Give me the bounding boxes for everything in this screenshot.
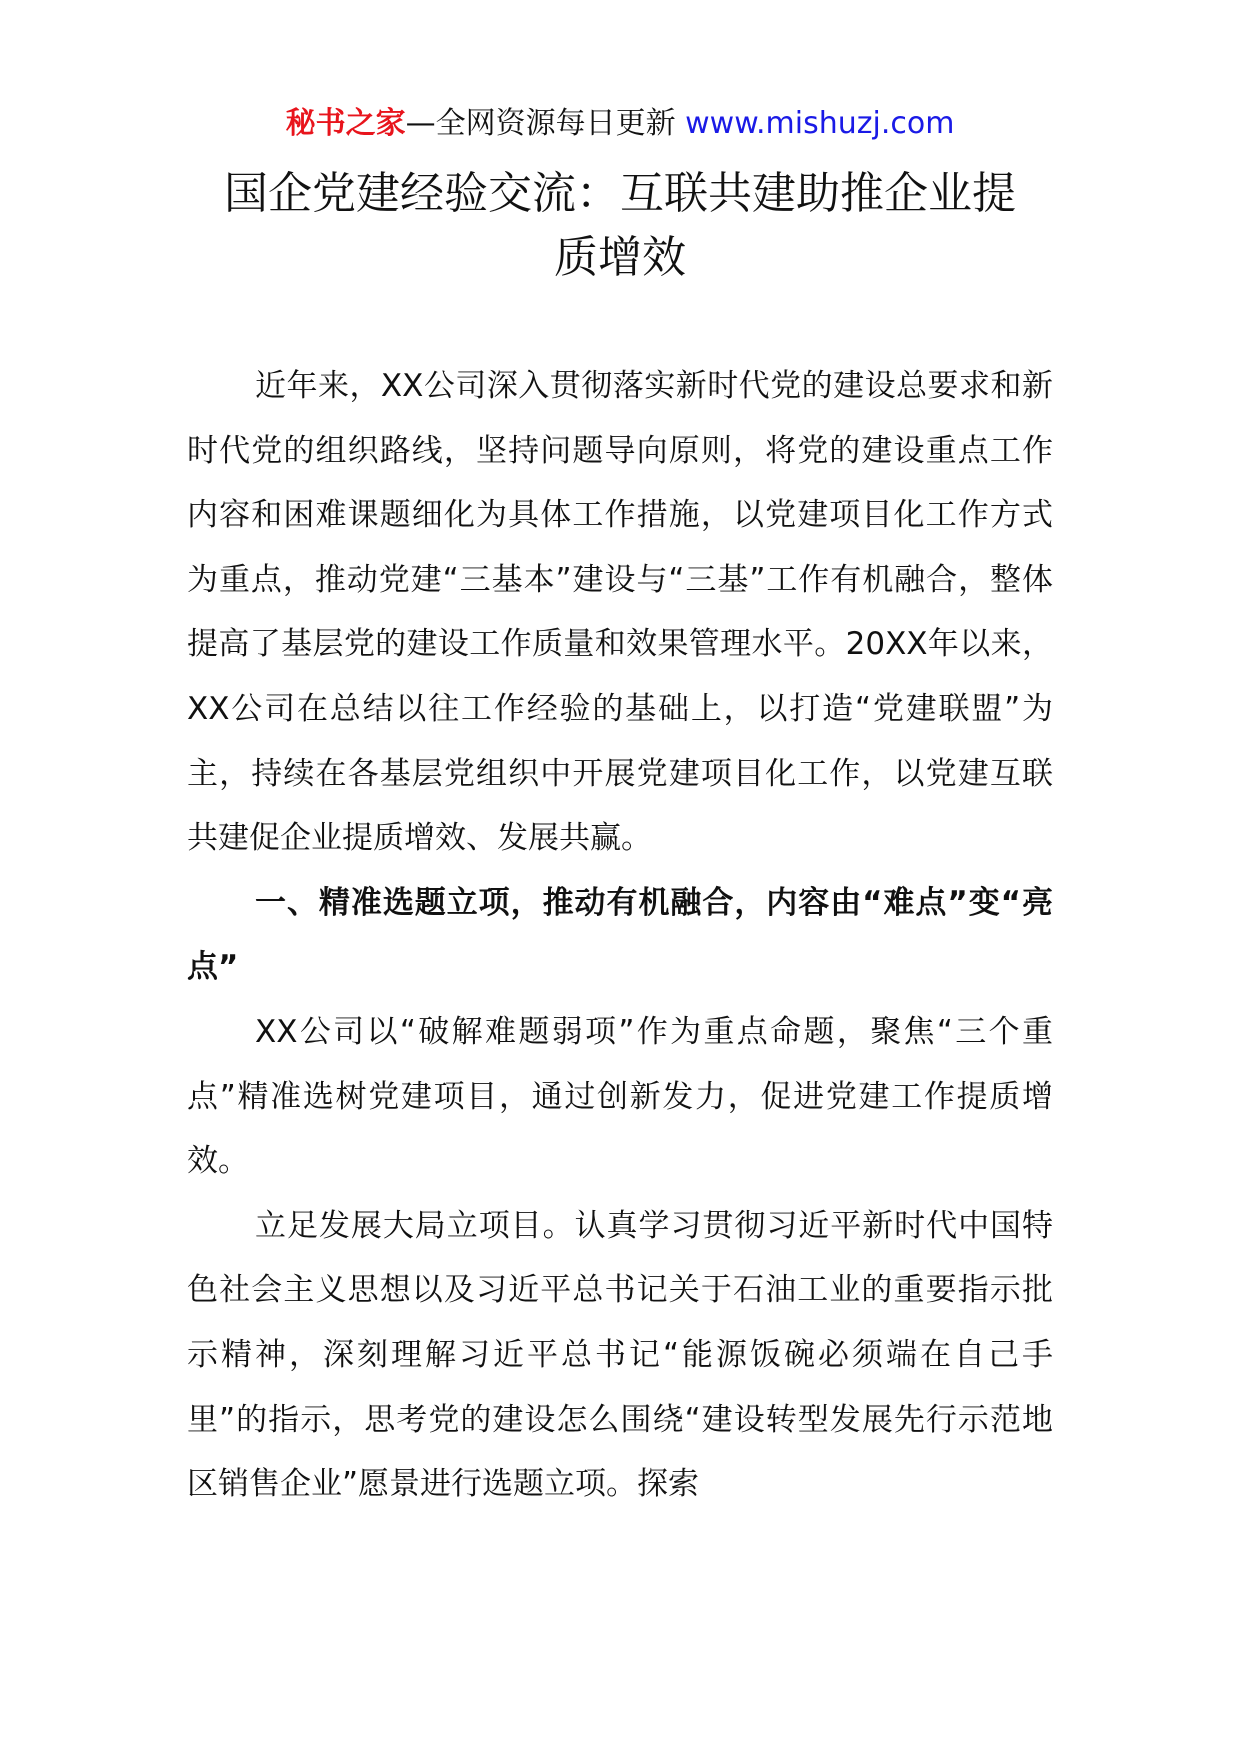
title-line-2: 质增效 — [554, 232, 686, 283]
site-header — [0, 96, 1240, 152]
document-title — [0, 162, 1240, 290]
title-line-1: 国企党建经验交流：互联共建助推企业提 — [224, 168, 1016, 219]
paragraph-section-1: XX公司以“破解难题弱项”作为重点命题，聚焦“三个重点”精准选树党建项目，通过创新发力，促进党建工作提质增效。 — [187, 1013, 1053, 1180]
paragraph-intro: 近年来，XX公司深入贯彻落实新时代党的建设总要求和新时代党的组织路线，坚持问题导向原则，将党的建设重点工作内容和困难课题细化为具体工作措施，以党建项目化工作方式为重点，推动党建“三基本”建设与“三基”工作有机融合，整体提高了基层党的建设工作质量和效果管理水平。20XX年以来，XX公司在总结以往工作经验的基础上，以打造“党建联盟”为主，持续在各基层党组织中开展党建项目化工作，以党建互联共建促企业提质增效、发展共赢。 — [187, 368, 1053, 857]
site-url-link[interactable]: www.mishuzj.com — [685, 106, 955, 141]
header-tagline: —全网资源每日更新 — [405, 106, 676, 141]
document-body — [187, 354, 1053, 1517]
brand-name: 秘书之家 — [285, 106, 406, 141]
paragraph-section-1-detail: 立足发展大局立项目。认真学习贯彻习近平新时代中国特色社会主义思想以及习近平总书记关于石油工业的重要指示批示精神，深刻理解习近平总书记“能源饭碗必须端在自己手里”的指示，思考党的建设怎么围绕“建设转型发展先行示范地区销售企业”愿景进行选题立项。探索 — [187, 1207, 1053, 1503]
section-heading-1: 一、精准选题立项，推动有机融合，内容由“难点”变“亮点” — [187, 884, 1053, 986]
